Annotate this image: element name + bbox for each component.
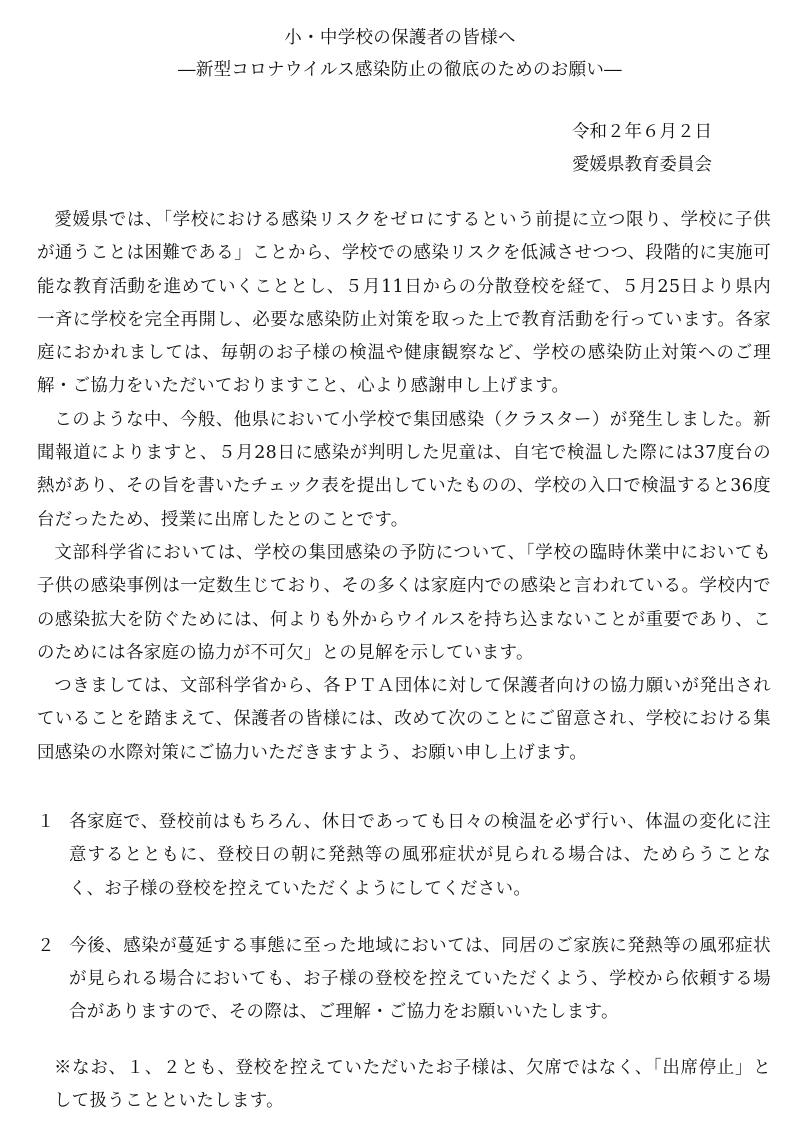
- document-date: 令和２年６月２日: [572, 122, 712, 142]
- item-text: 今後、感染が蔓延する事態に至った地域においては、同居のご家族に発熱等の風邪症状が見られる場合においても、お子様の登校を控えていただくよう、学校から依頼する場合がありますので、その際は、ご理解・ご協力をお願いいたします。: [69, 935, 771, 1023]
- item-text: 各家庭で、登校前はもちろん、休日であっても日々の検温を必ず行い、体温の変化に注意するとともに、登校日の朝に発熱等の風邪症状が見られる場合は、ためらうことなく、お子様の登校を控えていただくようにしてください。: [69, 812, 771, 899]
- document-subtitle: ―新型コロナウイルス感染防止の徹底のためのお願い―: [178, 60, 622, 80]
- body-text: [37, 204, 771, 770]
- item-number: １: [37, 812, 55, 832]
- paragraph-request: つきましては、文部科学省から、各ＰＴＡ団体に対して保護者向けの協力願いが発出されていることを踏まえて、保護者の皆様には、改めて次のことにご留意され、学校における集団感染の水際対策にご協力いただきますよう、お願い申し上げます。: [37, 676, 771, 763]
- request-items: [37, 806, 771, 1030]
- attendance-note: ※なお、１、２とも、登校を控えていただいたお子様は、欠席ではなく、「出席停止」として扱うことといたします。: [54, 1058, 771, 1112]
- request-item: [37, 930, 771, 1030]
- item-number: ２: [37, 935, 55, 956]
- request-item: [37, 806, 771, 906]
- title-block: [0, 22, 800, 86]
- document-title: 小・中学校の保護者の皆様へ: [284, 28, 516, 48]
- document-meta: [572, 116, 792, 182]
- document-issuer: 愛媛県教育委員会: [572, 155, 712, 175]
- paragraph-ministry-view: 文部科学省においては、学校の集団感染の予防について、「学校の臨時休業中においても子供の感染事例は一定数生じており、その多くは家庭内での感染と言われている。学校内での感染拡大を防ぐためには、何よりも外からウイルスを持ち込まないことが重要であり、このためには各家庭の協力が不可欠」との見解を示しています。: [37, 542, 771, 663]
- paragraph-cluster-report: このような中、今般、他県において小学校で集団感染（クラスター）が発生しました。新聞報道によりますと、５月28日に感染が判明した児童は、自宅で検温した際には37度台の熱があり、その旨を書いたチェック表を提出していたものの、学校の入口で検温すると36度台だったため、授業に出席したとのことです。: [37, 409, 771, 530]
- paragraph-intro: 愛媛県では、「学校における感染リスクをゼロにするという前提に立つ限り、学校に子供が通うことは困難である」ことから、学校での感染リスクを低減させつつ、段階的に実施可能な教育活動を進めていくこととし、５月11日からの分散登校を経て、５月25日より県内一斉に学校を完全再開し、必要な感染防止対策を取った上で教育活動を行っています。各家庭におかれましては、毎朝のお子様の検温や健康観察など、学校の感染防止対策へのご理解・ご協力をいただいておりますこと、心より感謝申し上げます。: [37, 210, 771, 397]
